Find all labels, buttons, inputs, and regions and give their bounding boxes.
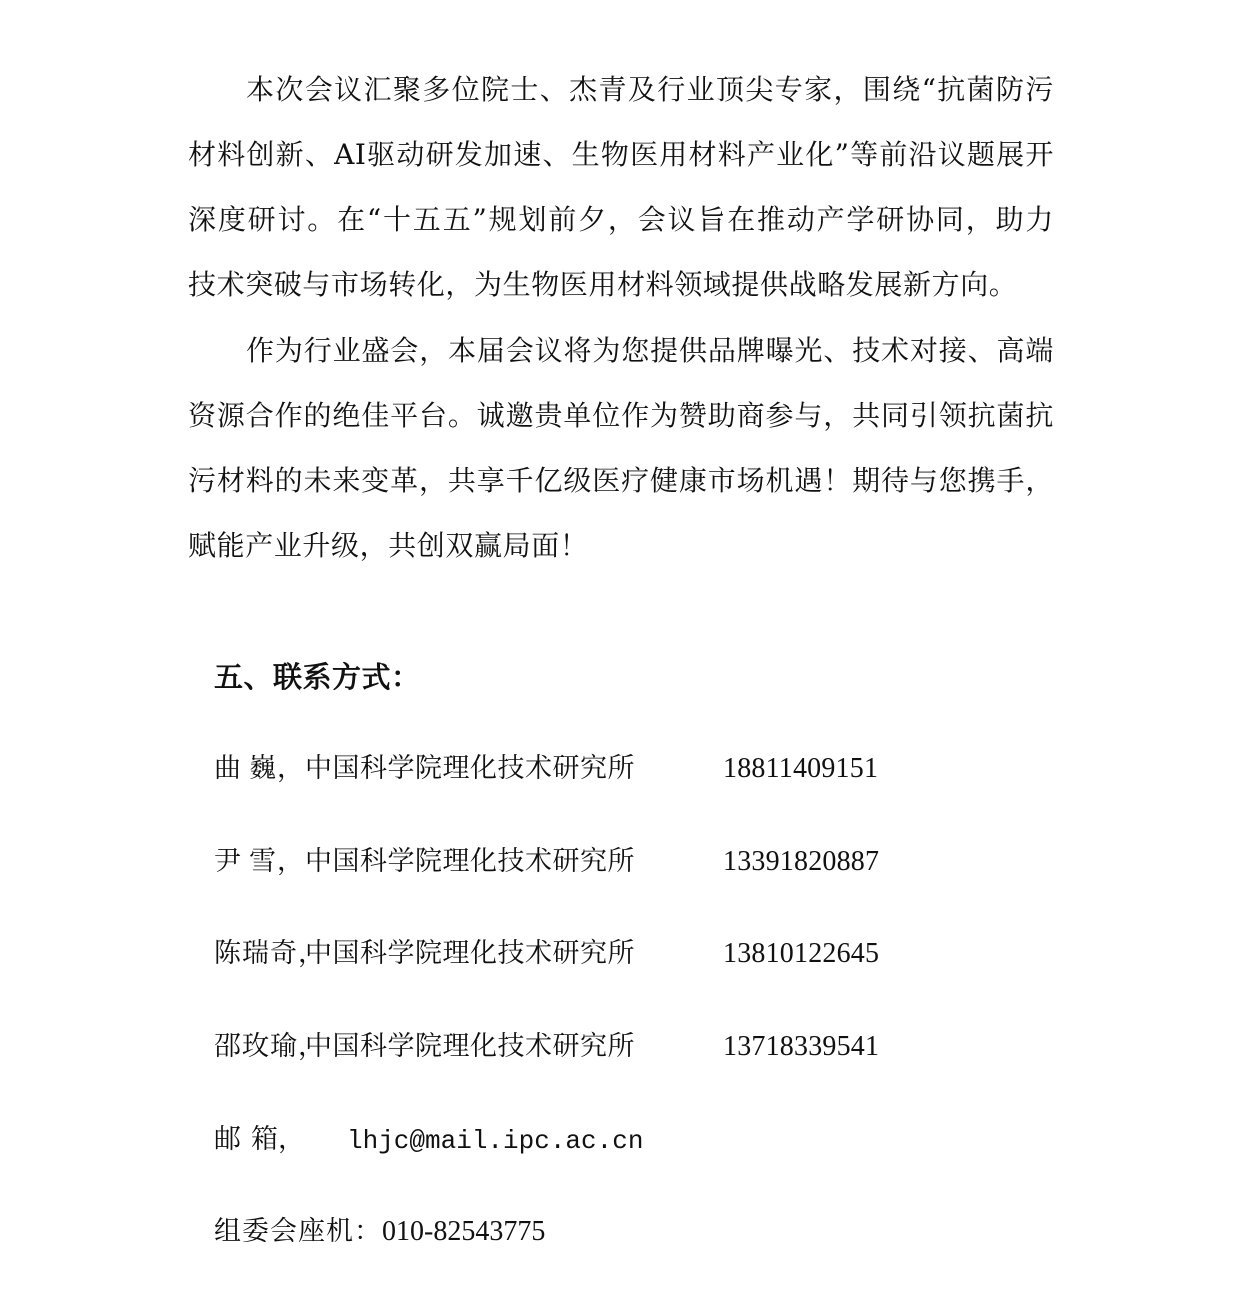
paragraph-line: 深度研讨。在“十五五”规划前夕，会议旨在推动产学研协同，助力 (188, 203, 1054, 236)
landline-number[interactable]: 010-82543775 (382, 1216, 546, 1247)
contact-phone[interactable]: 13718339541 (723, 1031, 880, 1062)
contact-row (214, 844, 879, 880)
contact-name-char: 曲 (214, 753, 242, 784)
section-heading-contact: 五、联系方式： (214, 660, 421, 694)
paragraph-line: 材料创新、AI驱动研发加速、生物医用材料产业化”等前沿议题展开 (188, 138, 1054, 171)
contact-name-char: 巍， (249, 753, 305, 784)
email-row (214, 1122, 643, 1159)
contact-phone[interactable]: 18811409151 (723, 753, 879, 784)
contact-phone[interactable]: 13391820887 (723, 846, 880, 877)
contact-organization: 中国科学院理化技术研究所 (305, 1031, 635, 1062)
contact-organization: 中国科学院理化技术研究所 (305, 753, 635, 784)
paragraph-line: 本次会议汇聚多位院士、杰青及行业顶尖专家，围绕“抗菌防污 (246, 73, 1054, 106)
contact-row (214, 1029, 879, 1065)
contact-name (214, 844, 305, 880)
email-label-char: 邮 (214, 1124, 241, 1155)
contact-name: 邵玫瑜， (214, 1031, 326, 1062)
email-label-char: 箱， (251, 1124, 305, 1155)
email-label (214, 1122, 305, 1158)
contact-name-char: 尹 (214, 846, 242, 877)
paragraph-line: 资源合作的绝佳平台。诚邀贵单位作为赞助商参与，共同引领抗菌抗 (188, 399, 1054, 432)
email-address[interactable]: lhjc@mail.ipc.ac.cn (347, 1126, 644, 1156)
landline-label: 组委会座机： (214, 1216, 382, 1247)
paragraph-line: 作为行业盛会，本届会议将为您提供品牌曝光、技术对接、高端 (246, 334, 1054, 367)
paragraph-line: 技术突破与市场转化，为生物医用材料领域提供战略发展新方向。 (188, 268, 1018, 301)
contact-organization: 中国科学院理化技术研究所 (305, 846, 635, 877)
landline-row (214, 1214, 545, 1250)
contact-row (214, 936, 879, 972)
contact-name: 陈瑞奇， (214, 938, 326, 969)
contact-name-char: 雪， (249, 846, 305, 877)
contact-phone[interactable]: 13810122645 (723, 938, 880, 969)
paragraph-line: 污材料的未来变革，共享千亿级医疗健康市场机遇！期待与您携手， (188, 464, 1054, 497)
contact-organization: 中国科学院理化技术研究所 (305, 938, 635, 969)
contact-name (214, 751, 305, 787)
contact-row (214, 751, 878, 787)
paragraph-line: 赋能产业升级，共创双赢局面！ (188, 529, 589, 562)
